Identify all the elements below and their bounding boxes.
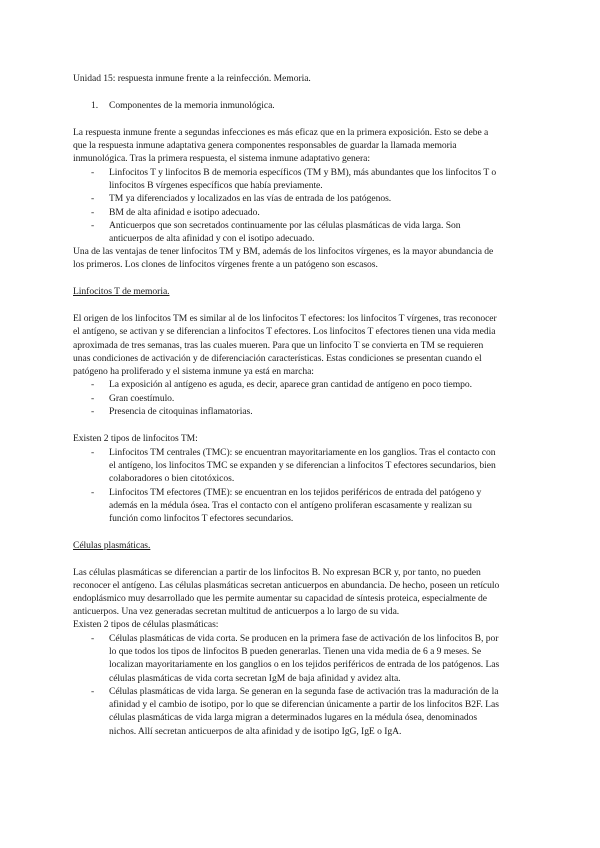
bullet-dash: - [91,406,95,417]
list-item-text: Linfocitos TM centrales (TMC): se encuentran mayoritariamente en los ganglios. Tras el contacto con [109,447,496,458]
list-item-text: BM de alta afinidad e isotipo adecuado. [109,207,260,218]
section-heading-3: Células plasmáticas. [73,540,151,551]
paragraph-line: inmunológica. Tras la primera respuesta, el sistema inmune adaptativo genera: [73,153,370,164]
section-number: 1. [91,100,99,111]
paragraph-line: unas condiciones de activación y de diferenciación características. Estas condiciones se presentan cuando el [73,353,482,364]
list-item-text: anticuerpos de alta afinidad y con el isotipo adecuado. [109,233,315,244]
list-item-text: además en la médula ósea. Tras el contacto con el antígeno proliferan escasamente y realizan su [109,500,472,511]
paragraph-line: Existen 2 tipos de linfocitos TM: [73,433,198,444]
list-item-text: Células plasmáticas de vida corta. Se producen en la primera fase de activación de los linfocitos B, por [109,633,499,644]
list-item-text: células plasmáticas de vida larga migran a determinados lugares en la médula ósea, denominados [109,712,478,723]
bullet-dash: - [91,686,95,697]
bullet-dash: - [91,207,95,218]
paragraph-line: Existen 2 tipos de células plasmáticas: [73,619,219,630]
list-item-text: colaboradores o bien citotóxicos. [109,473,235,484]
list-item-text: linfocitos B vírgenes específicos que había previamente. [109,180,323,191]
bullet-dash: - [91,167,95,178]
paragraph-line: endoplásmico muy desarrollado que les permite aumentar su capacidad de síntesis proteica, especialmente de [73,593,488,604]
list-item-text: Anticuerpos que son secretados continuamente por las células plasmáticas de vida larga. Son [109,220,461,231]
list-item-text: La exposición al antígeno es aguda, es decir, aparece gran cantidad de antígeno en poco tiempo. [109,379,473,390]
list-item-text: Linfocitos T y linfocitos B de memoria específicos (TM y BM), más abundantes que los linfocitos T o [109,167,497,178]
paragraph-line: Las células plasmáticas se diferencian a partir de los linfocitos B. No expresan BCR y, por tanto, no pueden [73,567,481,578]
paragraph-line: reconocer el antígeno. Las células plasmáticas secretan anticuerpos en abundancia. De hecho, poseen un retículo [73,580,500,591]
list-item-text: localizan mayoritariamente en los ganglios o en los tejidos periféricos de entrada de los patógenos. Las [109,659,500,670]
paragraph-line: La respuesta inmune frente a segundas infecciones es más eficaz que en la primera exposición. Esto se debe a [73,127,489,138]
section-heading-text: Componentes de la memoria inmunológica. [109,100,275,111]
section-heading-2: Linfocitos T de memoria. [73,286,170,297]
paragraph-line: El origen de los linfocitos TM es similar al de los linfocitos T efectores: los linfocitos T vírgenes, tras reconocer [73,313,497,324]
bullet-dash: - [91,379,95,390]
list-item-text: Presencia de citoquinas inflamatorias. [109,406,253,417]
bullet-dash: - [91,487,95,498]
paragraph-line: los primeros. Los clones de linfocitos vírgenes frente a un patógeno son escasos. [73,259,378,270]
list-item-text: Células plasmáticas de vida larga. Se generan en la segunda fase de activación tras la maduración de la [109,686,499,697]
paragraph-line: que la respuesta inmune adaptativa genera componentes responsables de guardar la llamada memoria [73,140,457,151]
bullet-dash: - [91,220,95,231]
list-item-text: Gran coestímulo. [109,393,175,404]
paragraph-line: anticuerpos. Una vez generadas secretan multitud de anticuerpos a lo largo de su vida. [73,606,400,617]
document-title: Unidad 15: respuesta inmune frente a la reinfección. Memoria. [73,73,311,84]
list-item-text: afinidad y el cambio de isotipo, por lo que se diferencian únicamente a partir de los linfocitos B2F. Las [109,699,499,710]
paragraph-line: patógeno ha proliferado y el sistema inmune ya está en marcha: [73,366,314,377]
bullet-dash: - [91,633,95,644]
paragraph-line: aproximada de tres semanas, tras las cuales mueren. Para que un linfocito T se convierta en TM se requieren [73,340,484,351]
list-item-text: células plasmáticas de vida corta secretan IgM de baja afinidad y avidez alta. [109,673,401,684]
list-item-text: Linfocitos TM efectores (TME): se encuentran en los tejidos periféricos de entrada del patógeno y [109,487,482,498]
bullet-dash: - [91,447,95,458]
paragraph-line: el antígeno, se activan y se diferencian a linfocitos T efectores. Los linfocitos T efectores tienen una vida media [73,326,496,337]
bullet-dash: - [91,193,95,204]
list-item-text: TM ya diferenciados y localizados en las vías de entrada de los patógenos. [109,193,392,204]
paragraph-line: Una de las ventajas de tener linfocitos TM y BM, además de los linfocitos vírgenes, es la mayor abundancia de [73,246,494,257]
list-item-text: nichos. Allí secretan anticuerpos de alta afinidad y de isotipo IgG, IgE o IgA. [109,726,402,737]
bullet-dash: - [91,393,95,404]
list-item-text: el antígeno, los linfocitos TMC se expanden y se diferencian a linfocitos T efectores secundarios, bien [109,460,496,471]
list-item-text: función como linfocitos T efectores secundarios. [109,513,294,524]
list-item-text: lo que todos los tipos de linfocitos B pueden generarlas. Tienen una vida media de 6 a 9 meses. Se [109,646,482,657]
